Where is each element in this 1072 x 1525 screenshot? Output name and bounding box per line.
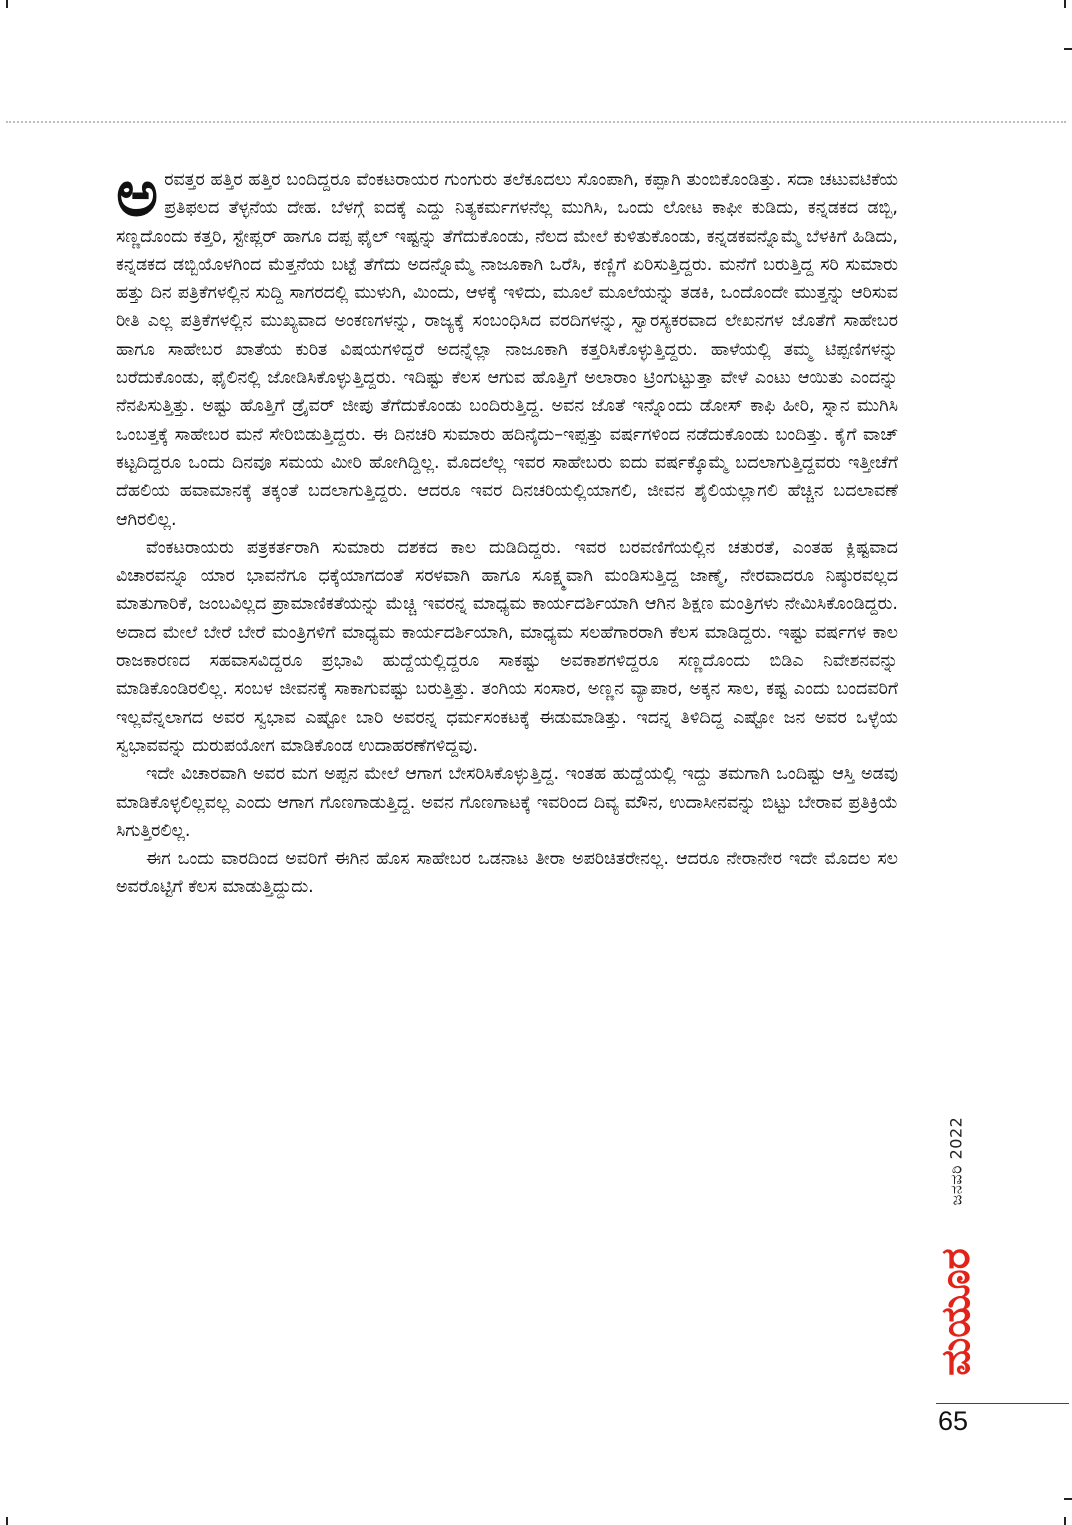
- crop-mark-top-right: [1064, 0, 1066, 8]
- crop-mark-bottom-left: [6, 1517, 8, 1525]
- article-paragraph-3: ಇದೇ ವಿಚಾರವಾಗಿ ಅವರ ಮಗ ಅಪ್ಪನ ಮೇಲೆ ಆಗಾಗ ಬೇಸರಿಸಿಕೊಳ್ಳುತ್ತಿದ್ದ. ಇಂತಹ ಹುದ್ದೆಯಲ್ಲಿ ಇದ್ದು ತಮಗಾಗಿ ಒಂದಿಷ್ಟು ಆಸ್ತಿ ಅಡವು ಮಾಡಿಕೊಳ್ಳಲಿಲ್ಲವಲ್ಲ ಎಂದು ಆಗಾಗ ಗೊಣಗಾಡುತ್ತಿದ್ದ. ಅವನ ಗೊಣಗಾಟಕ್ಕೆ ಇವರಿಂದ ದಿವ್ಯ ಮೌನ, ಉದಾಸೀನವನ್ನು ಬಿಟ್ಟು ಬೇರಾವ ಪ್ರತಿಕ್ರಿಯೆ ಸಿಗುತ್ತಿರಲಿಲ್ಲ.: [116, 764, 898, 841]
- crop-mark-right-lower: [1064, 1498, 1072, 1500]
- crop-mark-right-upper: [1064, 48, 1072, 50]
- article-body: [116, 166, 898, 1400]
- drop-cap: ಅ: [116, 166, 159, 231]
- crop-mark-bottom-right: [1064, 1517, 1066, 1525]
- header-dotted-rule: [6, 121, 1066, 123]
- folio-rule: [936, 1403, 1069, 1404]
- page-number: 65: [938, 1406, 969, 1436]
- magazine-logo: [926, 1232, 986, 1392]
- issue-date: [936, 1106, 976, 1216]
- article-paragraph-4: ಈಗ ಒಂದು ವಾರದಿಂದ ಅವರಿಗೆ ಈಗಿನ ಹೊಸ ಸಾಹೇಬರ ಒಡನಾಟ ತೀರಾ ಅಪರಿಚಿತರೇನಲ್ಲ. ಆದರೂ ನೇರಾನೇರ ಇದೇ ಮೊದಲ ಸಲ ಅವರೊಟ್ಟಿಗೆ ಕೆಲಸ ಮಾಡುತ್ತಿದ್ದುದು.: [116, 849, 898, 898]
- issue-date-text: ಜನವರಿ 2022: [946, 1116, 965, 1206]
- magazine-logo-text: ಮಯೂರ: [933, 1248, 979, 1376]
- paragraph-text: ರವತ್ತರ ಹತ್ತಿರ ಹತ್ತಿರ ಬಂದಿದ್ದರೂ ವೆಂಕಟರಾಯರ ಗುಂಗುರು ತಲೆಕೂದಲು ಸೊಂಪಾಗಿ, ಕಪ್ಪಾಗಿ ತುಂಬಿಕೊಂಡಿತ್ತು. ಸದಾ ಚಟುವಟಿಕೆಯ ಪ್ರತಿಫಲದ ತೆಳ್ಳನೆಯ ದೇಹ. ಬೆಳಗ್ಗೆ ಐದಕ್ಕೆ ಎದ್ದು ನಿತ್ಯಕರ್ಮಗಳನೆಲ್ಲ ಮುಗಿಸಿ, ಒಂದು ಲೋಟ ಕಾಫೀ ಕುಡಿದು, ಕನ್ನಡಕದ ಡಬ್ಬಿ, ಸಣ್ಣದೊಂದು ಕತ್ತರಿ, ಸ್ಟೇಪ್ಲರ್ ಹಾಗೂ ದಪ್ಪ ಫೈಲ್ ಇಷ್ಟನ್ನು ತೆಗೆದುಕೊಂಡು, ನೆಲದ ಮೇಲೆ ಕುಳಿತುಕೊಂಡು, ಕನ್ನಡಕವನ್ನೊಮ್ಮೆ ಬೆಳಕಿಗೆ ಹಿಡಿದು, ಕನ್ನಡಕದ ಡಬ್ಬಿಯೊಳಗಿಂದ ಮೆತ್ತನೆಯ ಬಟ್ಟೆ ತೆಗೆದು ಅದನ್ನೊಮ್ಮೆ ನಾಜೂಕಾಗಿ ಒರೆಸಿ, ಕಣ್ಣಿಗೆ ಏರಿಸುತ್ತಿದ್ದರು. ಮನೆಗೆ ಬರುತ್ತಿದ್ದ ಸರಿ ಸುಮಾರು ಹತ್ತು ದಿನ ಪತ್ರಿಕೆಗಳಲ್ಲಿನ ಸುದ್ದಿ ಸಾಗರದಲ್ಲಿ ಮುಳುಗಿ, ಮಿಂದು, ಆಳಕ್ಕೆ ಇಳಿದು, ಮೂಲೆ ಮೂಲೆಯನ್ನು ತಡಕಿ, ಒಂದೊಂದೇ ಮುತ್ತನ್ನು ಆರಿಸುವ ರೀತಿ ಎಲ್ಲ ಪತ್ರಿಕೆಗಳಲ್ಲಿನ ಮುಖ್ಯವಾದ ಅಂಕಣಗಳನ್ನು, ರಾಜ್ಯಕ್ಕೆ ಸಂಬಂಧಿಸಿದ ವರದಿಗಳನ್ನು, ಸ್ವಾರಸ್ಯಕರವಾದ ಲೇಖನಗಳ ಜೊತೆಗೆ ಸಾಹೇಬರ ಹಾಗೂ ಸಾಹೇಬರ ಖಾತೆಯ ಕುರಿತ ವಿಷಯಗಳಿದ್ದರೆ ಅದನ್ನೆಲ್ಲಾ ನಾಜೂಕಾಗಿ ಕತ್ತರಿಸಿಕೊಳ್ಳುತ್ತಿದ್ದರು. ಹಾಳೆಯಲ್ಲಿ ತಮ್ಮ ಟಿಪ್ಪಣಿಗಳನ್ನು ಬರೆದುಕೊಂಡು, ಫೈಲಿನಲ್ಲಿ ಜೋಡಿಸಿಕೊಳ್ಳುತ್ತಿದ್ದರು. ಇದಿಷ್ಟು ಕೆಲಸ ಆಗುವ ಹೊತ್ತಿಗೆ ಅಲಾರಾಂ ಟ್ರಿಂಗುಟ್ಟುತ್ತಾ ವೇಳೆ ಎಂಟು ಆಯಿತು ಎಂದನ್ನು ನೆನಪಿಸುತ್ತಿತ್ತು. ಅಷ್ಟು ಹೊತ್ತಿಗೆ ಡ್ರೈವರ್ ಜೀಪು ತೆಗೆದುಕೊಂಡು ಬಂದಿರುತ್ತಿದ್ದ. ಅವನ ಜೊತೆ ಇನ್ನೊಂದು ಡೋಸ್ ಕಾಫಿ ಹೀರಿ, ಸ್ನಾನ ಮುಗಿಸಿ ಒಂಬತ್ತಕ್ಕೆ ಸಾಹೇಬರ ಮನೆ ಸೇರಿಬಿಡುತ್ತಿದ್ದರು. ಈ ದಿನಚರಿ ಸುಮಾರು ಹದಿನೈದು–ಇಪ್ಪತ್ತು ವರ್ಷಗಳಿಂದ ನಡೆದುಕೊಂಡು ಬಂದಿತ್ತು. ಕೈಗೆ ವಾಚ್ ಕಟ್ಟದಿದ್ದರೂ ಒಂದು ದಿನವೂ ಸಮಯ ಮೀರಿ ಹೋಗಿದ್ದಿಲ್ಲ. ಮೊದಲೆಲ್ಲ ಇವರ ಸಾಹೇಬರು ಐದು ವರ್ಷಕ್ಕೊಮ್ಮೆ ಬದಲಾಗುತ್ತಿದ್ದವರು ಇತ್ತೀಚೆಗೆ ದೆಹಲಿಯ ಹವಾಮಾನಕ್ಕೆ ತಕ್ಕಂತೆ ಬದಲಾಗುತ್ತಿದ್ದರು. ಆದರೂ ಇವರ ದಿನಚರಿಯಲ್ಲಿಯಾಗಲಿ, ಜೀವನ ಶೈಲಿಯಲ್ಲಾಗಲಿ ಹೆಚ್ಚಿನ ಬದಲಾವಣೆ ಆಗಿರಲಿಲ್ಲ.: [116, 170, 898, 530]
- article-paragraph-1: [116, 166, 898, 534]
- article-paragraph-2: ವೆಂಕಟರಾಯರು ಪತ್ರಕರ್ತರಾಗಿ ಸುಮಾರು ದಶಕದ ಕಾಲ ದುಡಿದಿದ್ದರು. ಇವರ ಬರವಣಿಗೆಯಲ್ಲಿನ ಚತುರತೆ, ಎಂತಹ ಕ್ಲಿಷ್ಟವಾದ ವಿಚಾರವನ್ನೂ ಯಾರ ಭಾವನೆಗೂ ಧಕ್ಕೆಯಾಗದಂತೆ ಸರಳವಾಗಿ ಹಾಗೂ ಸೂಕ್ಷ್ಮವಾಗಿ ಮಂಡಿಸುತ್ತಿದ್ದ ಜಾಣ್ಮೆ, ನೇರವಾದರೂ ನಿಷ್ಠುರವಲ್ಲದ ಮಾತುಗಾರಿಕೆ, ಜಂಬವಿಲ್ಲದ ಪ್ರಾಮಾಣಿಕತೆಯನ್ನು ಮೆಚ್ಚಿ ಇವರನ್ನ ಮಾಧ್ಯಮ ಕಾರ್ಯದರ್ಶಿಯಾಗಿ ಆಗಿನ ಶಿಕ್ಷಣ ಮಂತ್ರಿಗಳು ನೇಮಿಸಿಕೊಂಡಿದ್ದರು. ಅದಾದ ಮೇಲೆ ಬೇರೆ ಬೇರೆ ಮಂತ್ರಿಗಳಿಗೆ ಮಾಧ್ಯಮ ಕಾರ್ಯದರ್ಶಿಯಾಗಿ, ಮಾಧ್ಯಮ ಸಲಹೆಗಾರರಾಗಿ ಕೆಲಸ ಮಾಡಿದ್ದರು. ಇಷ್ಟು ವರ್ಷಗಳ ಕಾಲ ರಾಜಕಾರಣದ ಸಹವಾಸವಿದ್ದರೂ ಪ್ರಭಾವಿ ಹುದ್ದೆಯಲ್ಲಿದ್ದರೂ ಸಾಕಷ್ಟು ಅವಕಾಶಗಳಿದ್ದರೂ ಸಣ್ಣದೊಂದು ಬಿಡಿಎ ನಿವೇಶನವನ್ನು ಮಾಡಿಕೊಂಡಿರಲಿಲ್ಲ. ಸಂಬಳ ಜೀವನಕ್ಕೆ ಸಾಕಾಗುವಷ್ಟು ಬರುತ್ತಿತ್ತು. ತಂಗಿಯ ಸಂಸಾರ, ಅಣ್ಣನ ವ್ಯಾಪಾರ, ಅಕ್ಕನ ಸಾಲ, ಕಷ್ಟ ಎಂದು ಬಂದವರಿಗೆ ಇಲ್ಲವೆನ್ನಲಾಗದ ಅವರ ಸ್ವಭಾವ ಎಷ್ಟೋ ಬಾರಿ ಅವರನ್ನ ಧರ್ಮಸಂಕಟಕ್ಕೆ ಈಡುಮಾಡಿತ್ತು. ಇದನ್ನ ತಿಳಿದಿದ್ದ ಎಷ್ಟೋ ಜನ ಅವರ ಒಳ್ಳೆಯ ಸ್ವಭಾವವನ್ನು ದುರುಪಯೋಗ ಮಾಡಿಕೊಂಡ ಉದಾಹರಣೆಗಳಿದ್ದವು.: [116, 537, 898, 756]
- crop-mark-top-left: [6, 0, 8, 8]
